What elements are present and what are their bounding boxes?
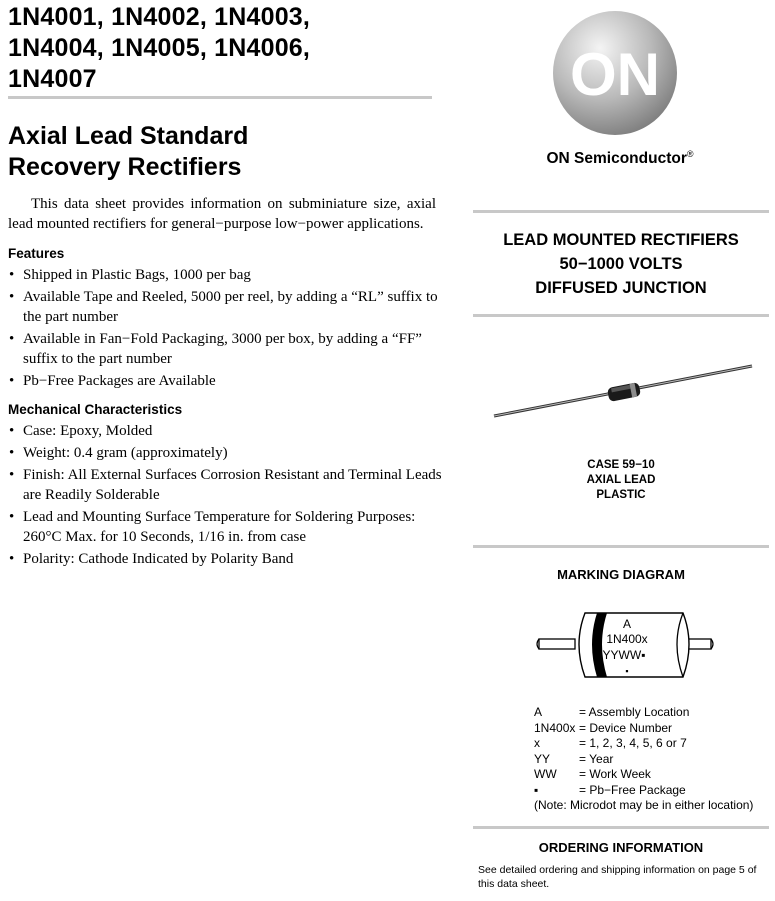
brand-name xyxy=(473,149,767,168)
product-line: 50−1000 VOLTS xyxy=(559,255,683,273)
list-item: • Pb−Free Packages are Available xyxy=(8,371,448,391)
product-line: LEAD MOUNTED RECTIFIERS xyxy=(503,231,739,249)
divider xyxy=(473,826,769,829)
case-line: AXIAL LEAD xyxy=(586,474,656,486)
list-item: • Finish: All External Surfaces Corrosion Resistant and Terminal Leads are Readily Solderable xyxy=(8,465,448,505)
legend-value: = Year xyxy=(579,751,614,766)
legend-value: = Device Number xyxy=(579,720,673,735)
intro-paragraph: This data sheet provides information on subminiature size, axial lead mounted rectifiers for general−purpose low−power applications. xyxy=(8,196,436,232)
legend-row xyxy=(534,767,689,783)
divider xyxy=(473,210,769,213)
list-item: • Available Tape and Reeled, 5000 per reel, by adding a “RL” suffix to the part number xyxy=(8,287,448,327)
legend-value: = 1, 2, 3, 4, 5, 6 or 7 xyxy=(579,736,687,750)
legend-key: ▪ xyxy=(534,782,539,797)
legend-key: A xyxy=(534,705,543,719)
title-line: Recovery Rectifiers xyxy=(8,153,242,181)
microdot-note: (Note: Microdot may be in either location) xyxy=(534,798,754,812)
marking-legend xyxy=(534,705,689,798)
list-item: • Shipped in Plastic Bags, 1000 per bag xyxy=(8,265,448,285)
divider xyxy=(473,314,769,317)
logo-text: ON xyxy=(570,41,660,108)
title-line: Axial Lead Standard xyxy=(8,122,249,150)
legend-value: = Assembly Location xyxy=(579,705,690,719)
registered-mark: ® xyxy=(686,149,694,159)
mechanical-heading: Mechanical Characteristics xyxy=(8,402,183,417)
part-line: 1N4004, 1N4005, 1N4006, xyxy=(8,34,311,62)
on-logo xyxy=(551,9,679,137)
case-line: CASE 59−10 xyxy=(587,459,655,471)
marking-device: 1N400x xyxy=(606,632,648,646)
marking-assembly: A xyxy=(622,617,631,631)
part-number-title xyxy=(8,2,448,95)
axial-diode-icon xyxy=(490,356,760,426)
legend-row xyxy=(534,705,689,721)
features-heading: Features xyxy=(8,246,65,261)
case-info xyxy=(473,458,769,503)
features-list xyxy=(8,265,448,393)
list-item: • Weight: 0.4 gram (approximately) xyxy=(8,443,448,463)
divider xyxy=(473,545,769,548)
list-item: • Case: Epoxy, Molded xyxy=(8,421,448,441)
product-line: DIFFUSED JUNCTION xyxy=(535,279,707,297)
list-item: • Lead and Mounting Surface Temperature for Soldering Purposes: 260°C Max. for 10 Seconds, 1/16 in. from case xyxy=(8,507,448,547)
legend-key: 1N400x xyxy=(534,720,576,735)
mechanical-list xyxy=(8,421,448,571)
product-summary xyxy=(473,228,769,300)
document-title xyxy=(8,121,448,183)
legend-key: WW xyxy=(534,767,557,781)
case-line: PLASTIC xyxy=(596,489,646,501)
legend-value: = Pb−Free Package xyxy=(579,782,686,797)
brand-text: ON Semiconductor xyxy=(546,150,687,167)
ordering-heading: ORDERING INFORMATION xyxy=(538,840,704,855)
legend-row xyxy=(534,736,689,752)
part-line: 1N4007 xyxy=(8,65,97,93)
title-divider xyxy=(8,96,432,99)
legend-row xyxy=(534,783,689,799)
part-line: 1N4001, 1N4002, 1N4003, xyxy=(8,3,311,31)
logo-sphere-icon xyxy=(551,9,679,137)
marking-microdot: ▪ xyxy=(625,666,629,676)
legend-key: x xyxy=(534,736,540,750)
legend-row xyxy=(534,721,689,737)
marking-diagram-heading: MARKING DIAGRAM xyxy=(557,567,685,582)
list-item: • Available in Fan−Fold Packaging, 3000 per box, by adding a “FF” suffix to the part number xyxy=(8,329,448,369)
legend-value: = Work Week xyxy=(579,767,651,781)
legend-key: YY xyxy=(534,751,551,766)
marking-date-code: YYWW▪ xyxy=(602,648,646,662)
ordering-text: See detailed ordering and shipping information on page 5 of this data sheet. xyxy=(478,864,757,890)
list-item: • Polarity: Cathode Indicated by Polarity Band xyxy=(8,549,448,569)
legend-row xyxy=(534,752,689,768)
